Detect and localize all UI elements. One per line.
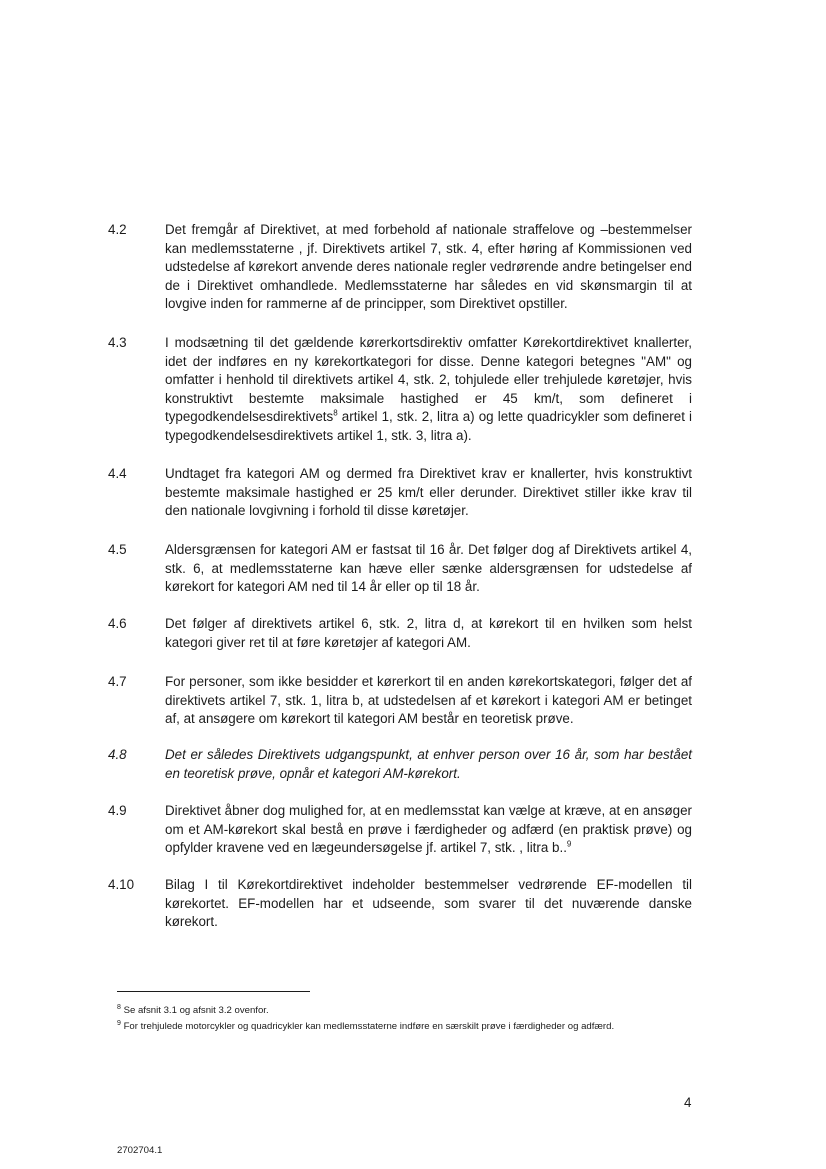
paragraph-text-part: I modsætning til det gældende kørerkortsdirektiv omfatter Kørekortdirektivet knallerter, idet der indføres en ny kørekortkategori for disse. Denne kategori betegnes "AM" og omfatter i henhold til direktivets artikel 4, stk. 2, tohjulede eller trehjulede køretøjer, hvis konstruktivt bestemte maksimale hastighed er 45 km/t, som defineret i typegodkendelsesdirektivets: [165, 335, 692, 425]
paragraph-text: Det fremgår af Direktivet, at med forbehold af nationale straffelove og –bestemmelser kan medlemsstaterne , jf. Direktivets artikel 7, stk. 4, efter høring af Kommissionen ved udstedelse af kørekort anvende deres nationale regler vedrørende andre betingelser end de i Direktivet omhandlede. Medlemsstaterne har således en vid skønsmargin til at lovgive inden for rammerne af de principper, som Direktivet opstiller.: [165, 222, 692, 312]
paragraph-number: 4.5: [108, 542, 127, 557]
footnote-reference: 9: [566, 839, 572, 849]
footnote-9: [117, 1021, 614, 1033]
footnote-marker: 9: [117, 1019, 121, 1027]
paragraph-number: 4.8: [108, 747, 127, 762]
footnote-divider: [117, 991, 310, 992]
paragraph-text-part: Direktivet åbner dog mulighed for, at en medlemsstat kan vælge at kræve, at en ansøger om et AM-kørekort skal bestå en prøve i færdigheder og adfærd (en praktisk prøve) og opfylder kravene ved en lægeundersøgelse jf. artikel 7, stk. , litra b..: [165, 803, 692, 856]
footnote-text: Se afsnit 3.1 og afsnit 3.2 ovenfor.: [120, 1005, 269, 1016]
paragraph-text-part: artikel 1, stk. 2, litra a) og lette quadricykler som defineret i typegodkendelsesdirektivets artikel 1, stk. 3, litra a).: [165, 409, 692, 443]
footnote-8: [117, 1005, 269, 1017]
paragraph-text: Aldersgrænsen for kategori AM er fastsat til 16 år. Det følger dog af Direktivets artikel 4, stk. 6, at medlemsstaterne kan hæve eller sænke aldersgrænsen for udstedelse af kørekort for kategori AM ned til 14 år eller op til 18 år.: [165, 542, 692, 595]
paragraph-number: 4.3: [108, 335, 127, 350]
page-number: 4: [684, 1095, 692, 1110]
paragraph-text: [165, 802, 692, 858]
paragraph-text: Bilag I til Kørekortdirektivet indeholder bestemmelser vedrørende EF-modellen til kørekortet. EF-modellen har et udseende, som svarer til det nuværende danske kørekort.: [165, 877, 692, 930]
paragraph-number: 4.6: [108, 616, 127, 631]
paragraph-text: Det følger af direktivets artikel 6, stk. 2, litra d, at kørekort til en hvilken som helst kategori giver ret til at føre køretøjer af kategori AM.: [165, 616, 692, 650]
paragraph-number: 4.2: [108, 222, 127, 237]
paragraph-number: 4.4: [108, 466, 127, 481]
document-id: 2702704.1: [117, 1145, 163, 1156]
paragraph-text: For personer, som ikke besidder et kørerkort til en anden kørekortskategori, følger det af direktivets artikel 7, stk. 1, litra b, at udstedelsen af et kørekort i kategori AM er betinget af, at ansøgere om kørekort til kategori AM består en teoretisk prøve.: [165, 674, 692, 727]
paragraph-number: 4.10: [108, 877, 135, 892]
paragraph-number: 4.7: [108, 674, 127, 689]
footnote-text: For trehjulede motorcykler og quadricykler kan medlemsstaterne indføre en særskilt prøve i færdigheder og adfærd.: [120, 1021, 615, 1032]
paragraph-text: [165, 334, 692, 446]
footnote-marker: 8: [117, 1003, 121, 1011]
paragraph-number: 4.9: [108, 803, 127, 818]
paragraph-text: Det er således Direktivets udgangspunkt, at enhver person over 16 år, som har bestået en teoretisk prøve, opnår et kategori AM-kørekort.: [165, 747, 692, 781]
footnote-reference: 8: [333, 408, 338, 418]
paragraph-text: Undtaget fra kategori AM og dermed fra Direktivet krav er knallerter, hvis konstruktivt bestemte maksimale hastighed er 25 km/t eller derunder. Direktivet stiller ikke krav til den nationale lovgivning i forhold til disse køretøjer.: [165, 466, 692, 519]
